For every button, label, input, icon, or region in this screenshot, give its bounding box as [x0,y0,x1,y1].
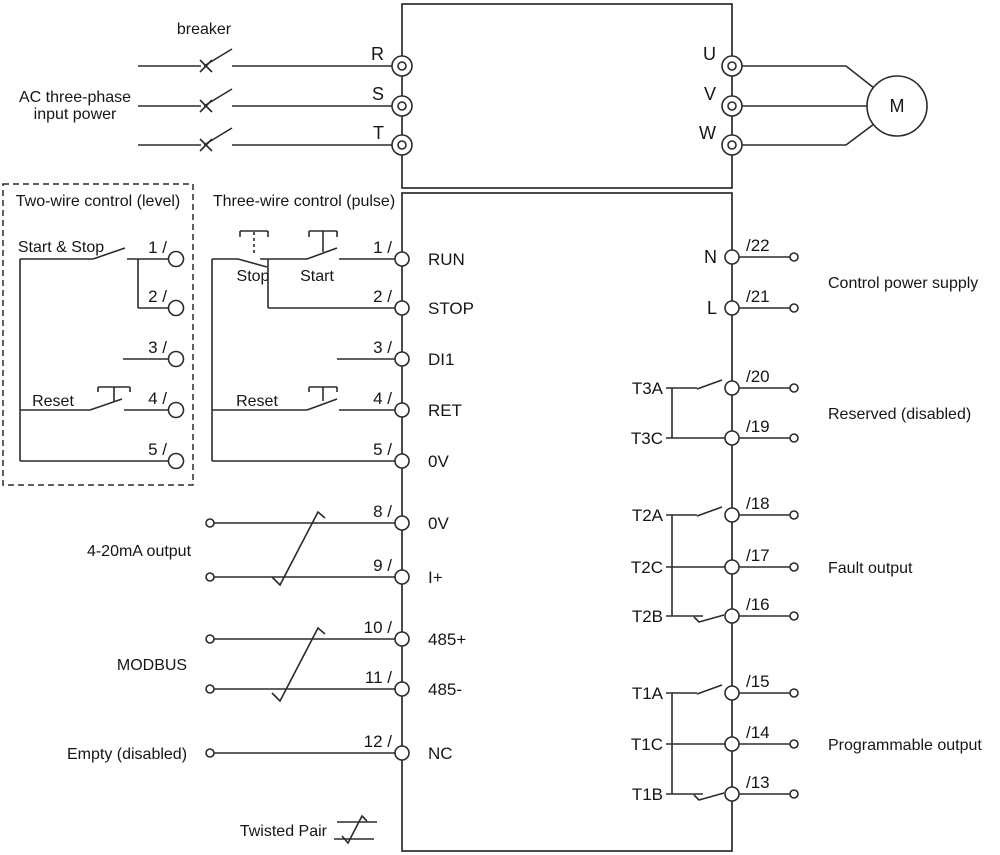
relay-t3-contacts [631,379,725,448]
field-end-9 [206,573,214,581]
terminal-num-13: /13 [746,773,770,792]
terminal-t [392,135,412,155]
motor-letter: M [889,96,905,116]
two-wire-num-5: 5 / [148,440,167,459]
wire-w-to-motor [742,124,874,145]
terminal-num-9: 9 / [373,556,392,575]
power-unit-box [402,4,732,188]
three-wire-control-section [212,193,395,461]
terminal-r [392,56,412,76]
terminal-num-12: 12 / [363,732,392,751]
terminal-letter-v: V [703,84,716,104]
terminal-12 [395,746,409,760]
motor-output-section [699,44,927,155]
relay-label-t3a: T3A [631,379,663,398]
terminal-u [722,56,742,76]
terminal-name-0v-analog: 0V [428,514,449,533]
terminal-name-ret: RET [428,401,462,420]
two-wire-title: Two-wire control (level) [15,193,181,210]
terminal-num-21: /21 [746,287,770,306]
terminal-9 [395,570,409,584]
three-wire-num-4: 4 / [373,389,392,408]
group-label-analog-output: 4-20mA output [86,543,192,560]
right-terminal-row-18 [725,494,798,522]
terminal-num-22: /22 [746,236,770,255]
relay-label-t2b: T2B [631,607,663,626]
terminal-s [392,96,412,116]
three-wire-title: Three-wire control (pulse) [212,193,396,210]
terminal-num-16: /16 [746,595,770,614]
relay-t2-contacts [631,506,725,626]
right-terminal-row-16 [725,595,798,623]
two-wire-control-section [3,184,193,485]
terminal-num-11: 11 / [364,668,392,687]
terminal-letter-l: L [706,298,717,318]
start-stop-label: Start & Stop [17,239,105,256]
relay-label-t1c: T1C [630,735,663,754]
terminal-name-run: RUN [428,250,465,269]
group-label-fault-output: Fault output [828,560,913,577]
two-wire-num-3: 3 / [148,338,167,357]
terminal-name-485minus: 485- [428,680,463,699]
terminal-name-di1: DI1 [428,350,455,369]
group-label-empty: Empty (disabled) [66,746,188,763]
relay-t1-contacts [631,684,725,804]
terminal-num-18: /18 [746,494,770,513]
terminal-5 [395,454,409,468]
three-wire-reset-label: Reset [236,393,278,410]
field-end-12 [206,749,214,757]
terminal-10 [395,632,409,646]
start-label: Start [300,268,334,285]
terminal-num-17: /17 [746,546,770,565]
terminal-letter-t: T [373,123,384,143]
terminal-name-iplus: I+ [428,568,443,587]
right-terminal-row-22 [725,236,798,264]
right-terminal-row-15 [725,672,798,700]
relay-label-t1a: T1A [631,684,663,703]
breaker-label: breaker [176,21,232,38]
twisted-pair-label: Twisted Pair [239,823,327,840]
three-wire-num-3: 3 / [373,338,392,357]
terminal-w [722,135,742,155]
three-wire-num-1: 1 / [373,238,392,257]
terminal-num-15: /15 [746,672,770,691]
relay-label-t3c: T3C [630,429,663,448]
two-wire-terminal-1 [169,252,184,267]
terminal-8 [395,516,409,530]
source-label-line1: AC three-phase [18,89,132,106]
terminal-v [722,96,742,116]
breaker-switch-t [138,128,392,151]
group-label-reserved: Reserved (disabled) [828,406,972,423]
two-wire-reset-label: Reset [32,393,74,410]
terminal-num-10: 10 / [363,618,392,637]
field-end-10 [206,635,214,643]
field-end-8 [206,519,214,527]
right-terminal-row-19 [725,417,798,445]
terminal-num-20: /20 [746,367,770,386]
terminal-name-485plus: 485+ [428,630,467,649]
relay-label-t2c: T2C [630,558,663,577]
terminal-1 [395,252,409,266]
terminal-3 [395,352,409,366]
twisted-pair-legend [240,816,377,843]
terminal-num-8: 8 / [373,502,392,521]
terminal-letter-w: W [699,123,716,143]
terminal-num-19: /19 [746,417,770,436]
field-end-11 [206,685,214,693]
relay-label-t2a: T2A [631,506,663,525]
right-terminal-row-20 [725,367,798,395]
two-wire-terminal-4 [169,403,184,418]
terminal-letter-s: S [371,84,384,104]
breaker-switch-r [138,49,392,72]
two-wire-num-4: 4 / [148,389,167,408]
two-wire-terminal-2 [169,301,184,316]
terminal-11 [395,682,409,696]
right-terminal-row-13 [725,773,798,801]
group-label-modbus: MODBUS [116,657,188,674]
wire-u-to-motor [742,66,874,88]
source-label-line2: input power [33,106,117,123]
breaker-switch-s [138,89,392,112]
three-wire-num-5: 5 / [373,440,392,459]
relay-label-t1b: T1B [631,785,663,804]
group-label-control-power: Control power supply [828,275,979,292]
terminal-4 [395,403,409,417]
stop-button [212,231,268,267]
terminal-num-14: /14 [746,723,770,742]
right-terminal-row-17 [725,546,798,574]
two-wire-terminal-5 [169,454,184,469]
two-wire-num-2: 2 / [148,287,167,306]
analog-comm-terminals [67,502,466,763]
right-terminal-section [631,236,983,804]
digital-input-terminals [395,250,474,471]
terminal-name-stop: STOP [428,299,474,318]
group-label-programmable: Programmable output [828,737,982,754]
terminal-letter-r: R [371,44,384,64]
terminal-letter-u: U [703,44,716,64]
terminal-2 [395,301,409,315]
terminal-name-0v: 0V [428,452,449,471]
two-wire-num-1: 1 / [148,238,167,257]
right-terminal-row-21 [725,287,798,315]
terminal-name-nc: NC [428,744,453,763]
three-wire-num-2: 2 / [373,287,392,306]
stop-label: Stop [236,268,270,285]
ac-input-section [19,21,412,155]
two-wire-terminal-3 [169,352,184,367]
right-terminal-row-14 [725,723,798,751]
terminal-letter-n: N [704,247,717,267]
